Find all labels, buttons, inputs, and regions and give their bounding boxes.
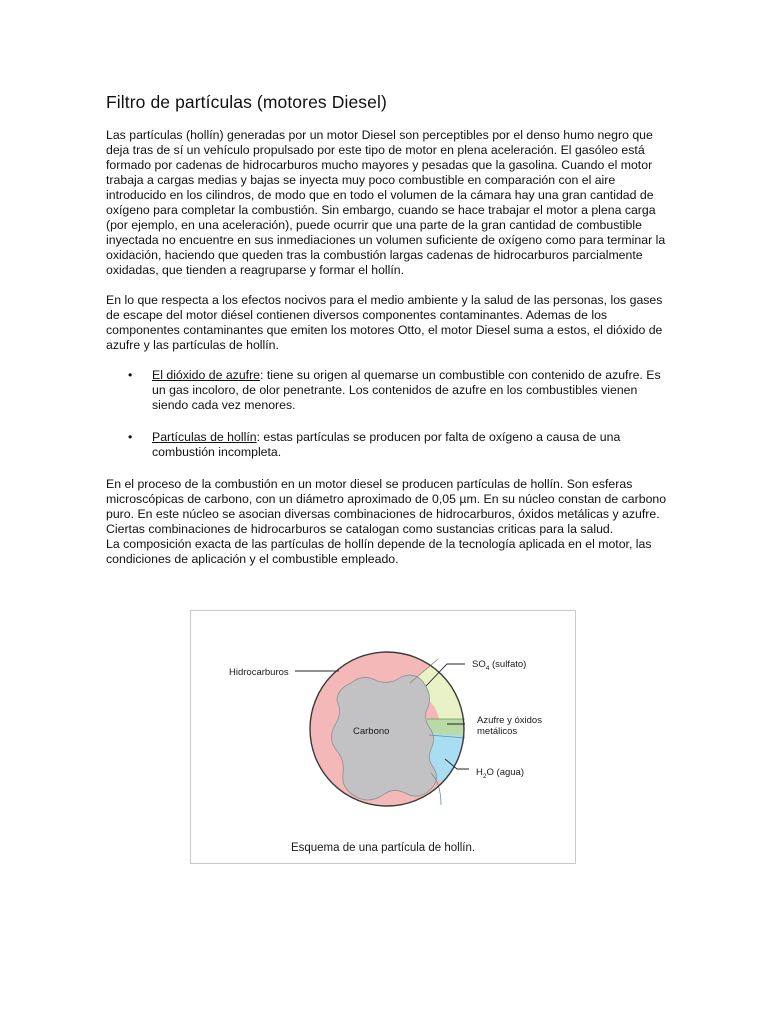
document-body xyxy=(106,92,670,582)
figure-caption: Esquema de una partícula de hollín. xyxy=(290,842,476,854)
label-sulfate: $SO_4$ (sulfato) xyxy=(472,659,527,672)
bullet-text: : tiene su origen al quemarse un combustible con contenido de azufre. Es un gas incoloro, de olor penetrante. Los contenidos de azufre en los combustibles vienen siendo cada vez menores. xyxy=(152,368,661,412)
bullet-text: : estas partículas se producen por falta de oxígeno a causa de una combustión incompleta. xyxy=(152,430,621,459)
paragraph-effects: En lo que respecta a los efectos nocivos para el medio ambiente y la salud de las personas, los gases de escape del motor diésel contienen diversos componentes contaminantes. Ademas de los componentes contaminantes que emiten los motores Otto, el motor Diesel suma a estos, el dióxido de azufre y las partículas de hollín. xyxy=(106,293,663,352)
paragraph-composition: La composición exacta de las partículas de hollín depende de la tecnología aplicada en el motor, las condiciones de aplicación y el combustible empleado. xyxy=(106,537,652,566)
list-item xyxy=(106,430,670,460)
label-sulfur-oxides-line1: Azufre y óxidos xyxy=(477,715,542,726)
document-title: Filtro de partículas (motores Diesel) xyxy=(106,92,387,112)
paragraph-intro: Las partículas (hollín) generadas por un motor Diesel son perceptibles por el denso humo negro que deja tras de sí un vehículo propulsado por este tipo de motor en plena aceleración. El gasóleo está formado por cadenas de hidrocarburos mucho mayores y pesadas que la gasolina. Cuando el motor trabaja a cargas medias y bajas se inyecta muy poco combustible en comparación con el aire introducido en los cilindros, de modo que en todo el volumen de la cámara hay una gran cantidad de oxígeno para completar la combustión. Sin embargo, cuando se hace trabajar el motor a plena carga (por ejemplo, en una aceleración), puede ocurrir que una parte de la gran cantidad de combustible inyectada no encuentre en sus inmediaciones un volumen suficiente de oxígeno como para terminar la oxidación, haciendo que queden tras la combustión largas cadenas de hidrocarburos parcialmente oxidadas, que tienden a reagruparse y formar el hollín. xyxy=(106,128,666,277)
carbon-core xyxy=(331,675,436,800)
paragraph-process: En el proceso de la combustión en un motor diesel se producen partículas de hollín. Son esferas microscópicas de carbono, con un diámetro aproximado de 0,05 µm. En su núcleo constan de carbono puro. En este núcleo se asocian diversas combinaciones de hidrocarburos, óxidos metálicas y azufre. Ciertas combinaciones de hidrocarburos se catalogan como sustancias criticas para la salud. xyxy=(106,477,667,536)
soot-particle-figure xyxy=(190,610,576,864)
bullet-marker: • xyxy=(128,430,133,444)
label-sulfur-oxides-line2: metálicos xyxy=(477,726,518,737)
bullet-list xyxy=(106,368,670,460)
bullet-marker: • xyxy=(128,368,133,382)
label-water: $H_2O$ (agua) xyxy=(476,767,524,780)
bullet-term: El dióxido de azufre xyxy=(152,368,261,382)
soot-particle-diagram xyxy=(191,611,575,863)
bullet-term: Partículas de hollín xyxy=(152,430,257,444)
label-hydrocarbons: Hidrocarburos xyxy=(229,667,289,678)
list-item xyxy=(106,368,670,413)
label-carbon: Carbono xyxy=(353,726,390,737)
